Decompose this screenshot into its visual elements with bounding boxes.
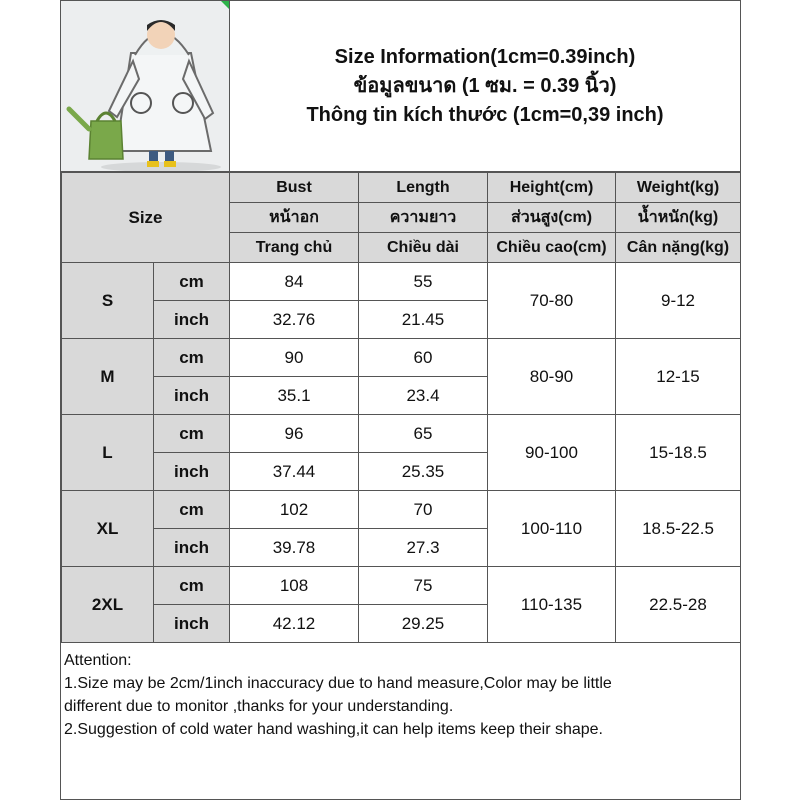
product-photo: [61, 1, 230, 172]
length-inch-cell: 29.25: [359, 605, 488, 643]
weight-cell: 12-15: [616, 339, 741, 415]
attention-line-3: 2.Suggestion of cold water hand washing,it can help items keep their shape.: [64, 721, 603, 738]
table-row: [62, 263, 741, 301]
bust-inch-cell: 42.12: [230, 605, 359, 643]
table-row: [62, 567, 741, 605]
unit-cm: cm: [154, 567, 230, 605]
size-chart: [60, 0, 741, 800]
unit-inch: inch: [154, 529, 230, 567]
height-cell: 110-135: [488, 567, 616, 643]
bust-header-th: หน้าอก: [230, 203, 359, 233]
attention-line-2: different due to monitor ,thanks for your understanding.: [64, 698, 454, 715]
unit-inch: inch: [154, 377, 230, 415]
bust-header-vi: Trang chủ: [230, 233, 359, 263]
bust-cm-cell: 108: [230, 567, 359, 605]
weight-cell: 9-12: [616, 263, 741, 339]
size-column-header: Size: [62, 173, 230, 263]
header-line-thai: ข้อมูลขนาด (1 ซม. = 0.39 นิ้ว): [353, 74, 617, 97]
table-row: [62, 415, 741, 453]
height-cell: 70-80: [488, 263, 616, 339]
unit-cm: cm: [154, 491, 230, 529]
unit-inch: inch: [154, 301, 230, 339]
bust-cm-cell: 90: [230, 339, 359, 377]
attention-title: Attention:: [64, 652, 132, 669]
weight-cell: 15-18.5: [616, 415, 741, 491]
weight-header-vi: Cân nặng(kg): [616, 233, 741, 263]
header-line-english: Size Information(1cm=0.39inch): [334, 45, 636, 68]
bust-inch-cell: 37.44: [230, 453, 359, 491]
size-label: M: [62, 339, 154, 415]
unit-inch: inch: [154, 605, 230, 643]
attention-line-1: 1.Size may be 2cm/1inch inaccuracy due to hand measure,Color may be little: [64, 675, 612, 692]
weight-cell: 22.5-28: [616, 567, 741, 643]
size-label: S: [62, 263, 154, 339]
header-line-vietnamese: Thông tin kích thước (1cm=0,39 inch): [306, 103, 664, 126]
length-inch-cell: 27.3: [359, 529, 488, 567]
length-cm-cell: 55: [359, 263, 488, 301]
bust-cm-cell: 102: [230, 491, 359, 529]
size-label: XL: [62, 491, 154, 567]
unit-cm: cm: [154, 415, 230, 453]
height-cell: 90-100: [488, 415, 616, 491]
height-cell: 80-90: [488, 339, 616, 415]
size-table: [61, 172, 741, 643]
unit-cm: cm: [154, 263, 230, 301]
height-header-vi: Chiều cao(cm): [488, 233, 616, 263]
size-info-header: [230, 1, 740, 172]
unit-inch: inch: [154, 453, 230, 491]
bust-inch-cell: 35.1: [230, 377, 359, 415]
length-header-en: Length: [359, 173, 488, 203]
size-label: 2XL: [62, 567, 154, 643]
unit-cm: cm: [154, 339, 230, 377]
size-label: L: [62, 415, 154, 491]
height-header-en: Height(cm): [488, 173, 616, 203]
length-header-vi: Chiều dài: [359, 233, 488, 263]
bust-cm-cell: 96: [230, 415, 359, 453]
length-cm-cell: 75: [359, 567, 488, 605]
bust-inch-cell: 32.76: [230, 301, 359, 339]
weight-header-th: น้ำหนัก(kg): [616, 203, 741, 233]
length-cm-cell: 65: [359, 415, 488, 453]
length-inch-cell: 25.35: [359, 453, 488, 491]
bust-cm-cell: 84: [230, 263, 359, 301]
table-row: [62, 339, 741, 377]
child-raincoat-image: [61, 1, 230, 172]
bust-inch-cell: 39.78: [230, 529, 359, 567]
table-row: [62, 491, 741, 529]
bust-header-en: Bust: [230, 173, 359, 203]
weight-cell: 18.5-22.5: [616, 491, 741, 567]
attention-note: [61, 647, 740, 743]
length-inch-cell: 21.45: [359, 301, 488, 339]
length-cm-cell: 60: [359, 339, 488, 377]
height-cell: 100-110: [488, 491, 616, 567]
length-header-th: ความยาว: [359, 203, 488, 233]
weight-header-en: Weight(kg): [616, 173, 741, 203]
length-inch-cell: 23.4: [359, 377, 488, 415]
length-cm-cell: 70: [359, 491, 488, 529]
height-header-th: ส่วนสูง(cm): [488, 203, 616, 233]
